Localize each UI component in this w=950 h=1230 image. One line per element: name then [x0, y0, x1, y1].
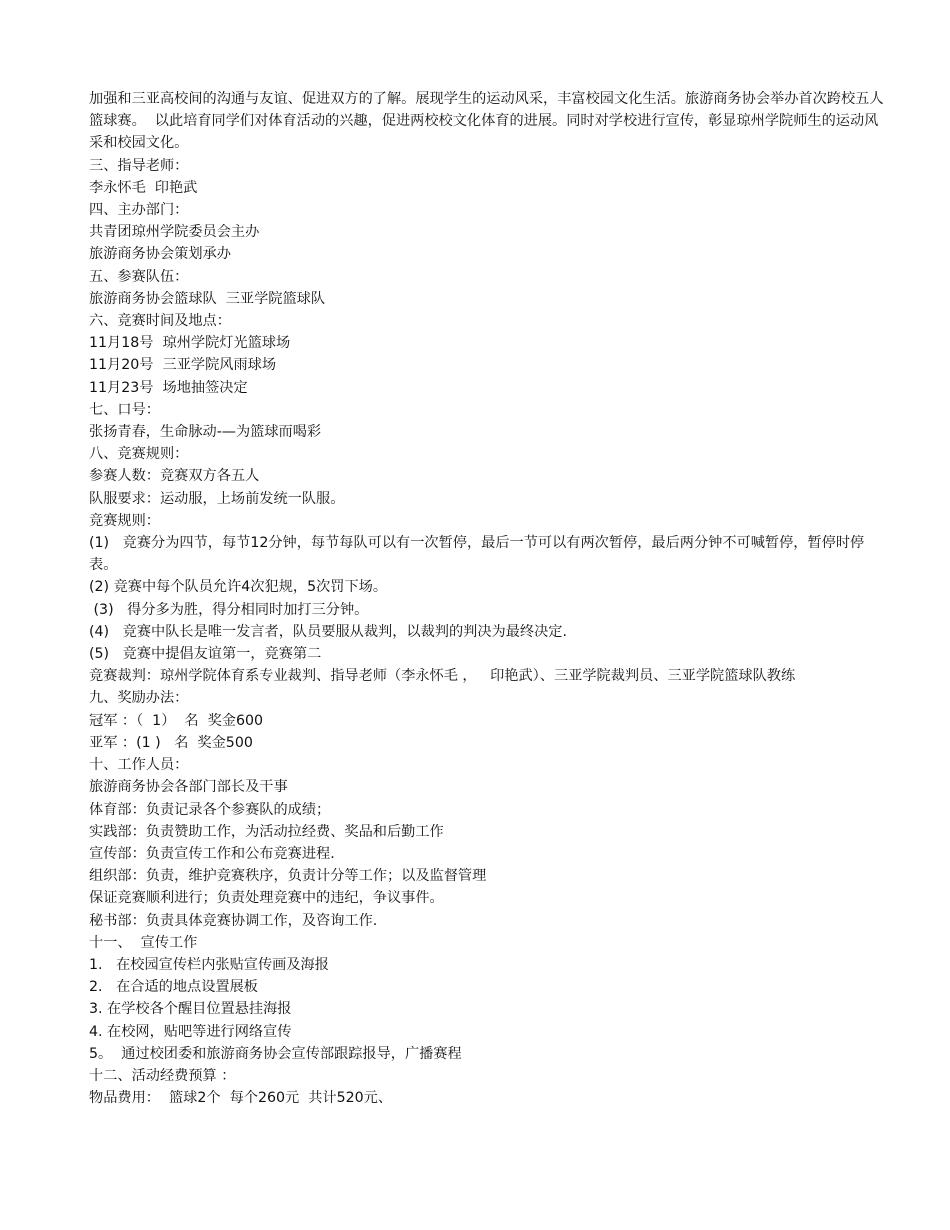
publicity-item: 2. 在合适的地点设置展板	[89, 979, 258, 996]
award-runner-up: 亚军 ：(1 ) 名 奖金500	[89, 734, 253, 751]
publicity-item: 1. 在校园宣传栏内张贴宣传画及海报	[89, 956, 329, 973]
schedule-item: 11月18号 琼州学院灯光篮球场	[89, 335, 291, 352]
rule-item: (3) 得分多为胜，得分相同时加打三分钟。	[89, 601, 369, 618]
schedule-item: 11月20号 三亚学院风雨球场	[89, 357, 277, 374]
section-heading-teams: 五、参赛队伍：	[89, 268, 189, 285]
rule-item: (4) 竞赛中队长是唯一发言者，队员要服从裁判，以裁判的判决为最终决定.	[89, 623, 567, 640]
advisors-names: 李永怀毛 印艳武	[89, 179, 198, 196]
publicity-item: 5。 通过校团委和旅游商务协会宣传部跟踪报导，广播赛程	[89, 1045, 462, 1062]
section-heading-advisors: 三、指导老师：	[89, 157, 189, 174]
rule-item: (1) 竞赛分为四节，每节12分钟，每节每队可以有一次暂停，最后一节可以有两次暂停，最后两分钟不可喊暂停，暂停时停表。	[89, 535, 865, 574]
staff-item: 旅游商务协会各部门部长及干事	[89, 779, 288, 796]
section-heading-awards: 九、奖励办法：	[89, 690, 189, 707]
publicity-item: 4. 在校网，贴吧等进行网络宣传	[89, 1023, 292, 1040]
schedule-item: 11月23号 场地抽签决定	[89, 379, 248, 396]
organizer-host: 共青团琼州学院委员会主办	[89, 224, 260, 241]
budget-item: 物品费用： 篮球2个 每个260元 共计520元、	[89, 1090, 393, 1107]
rule-item: (5) 竞赛中提倡友谊第一，竞赛第二	[89, 646, 322, 663]
section-heading-staff: 十、工作人员：	[89, 757, 189, 774]
intro-paragraph: 加强和三亚高校间的沟通与友谊、促进双方的了解。展现学生的运动风采，丰富校园文化生活。旅游商务协会举办首次跨校五人篮球赛。 以此培育同学们对体育活动的兴趣，促进两校校文化体育的进展。同时对学校进行宣传，彰显琼州学院师生的运动风采和校园文化。	[89, 91, 884, 152]
staff-item: 秘书部：负责具体竞赛协调工作，及咨询工作.	[89, 912, 378, 929]
staff-item: 保证竞赛顺利进行；负责处理竞赛中的违纪，争议事件。	[89, 890, 444, 907]
award-champion: 冠军 ：（ 1） 名 奖金600	[89, 712, 264, 729]
rule-referees: 竞赛裁判：琼州学院体育系专业裁判、指导老师（李永怀毛 ， 印艳武）、三亚学院裁判员、三亚学院篮球队教练	[89, 668, 796, 685]
staff-item: 体育部：负责记录各个参赛队的成绩；	[89, 801, 331, 818]
section-heading-rules: 八、竞赛规则：	[89, 446, 189, 463]
section-heading-schedule: 六、竞赛时间及地点：	[89, 313, 231, 330]
section-heading-organizers: 四、主办部门：	[89, 202, 189, 219]
section-heading-budget: 十二、活动经费预算 ：	[89, 1067, 236, 1084]
teams-list: 旅游商务协会篮球队 三亚学院篮球队	[89, 290, 326, 307]
staff-item: 实践部：负责赞助工作，为活动拉经费、奖品和后勤工作	[89, 823, 444, 840]
slogan-text: 张扬青春，生命脉动-—为篮球而喝彩	[89, 424, 322, 441]
rules-subheading: 竞赛规则：	[89, 512, 160, 529]
staff-item: 组织部：负责，维护竞赛秩序，负责计分等工作；以及监督管理	[89, 868, 487, 885]
section-heading-slogan: 七、口号：	[89, 401, 160, 418]
section-heading-publicity: 十一、 宣传工作	[89, 934, 198, 951]
organizer-planner: 旅游商务协会策划承办	[89, 246, 231, 263]
staff-item: 宣传部：负责宣传工作和公布竞赛进程.	[89, 845, 335, 862]
rule-uniform: 队服要求：运动服，上场前发统一队服。	[89, 490, 345, 507]
rule-item: (2) 竞赛中每个队员允许4次犯规，5次罚下场。	[89, 579, 388, 596]
publicity-item: 3. 在学校各个醒目位置悬挂海报	[89, 1001, 292, 1018]
rule-participants: 参赛人数：竞赛双方各五人	[89, 468, 260, 485]
